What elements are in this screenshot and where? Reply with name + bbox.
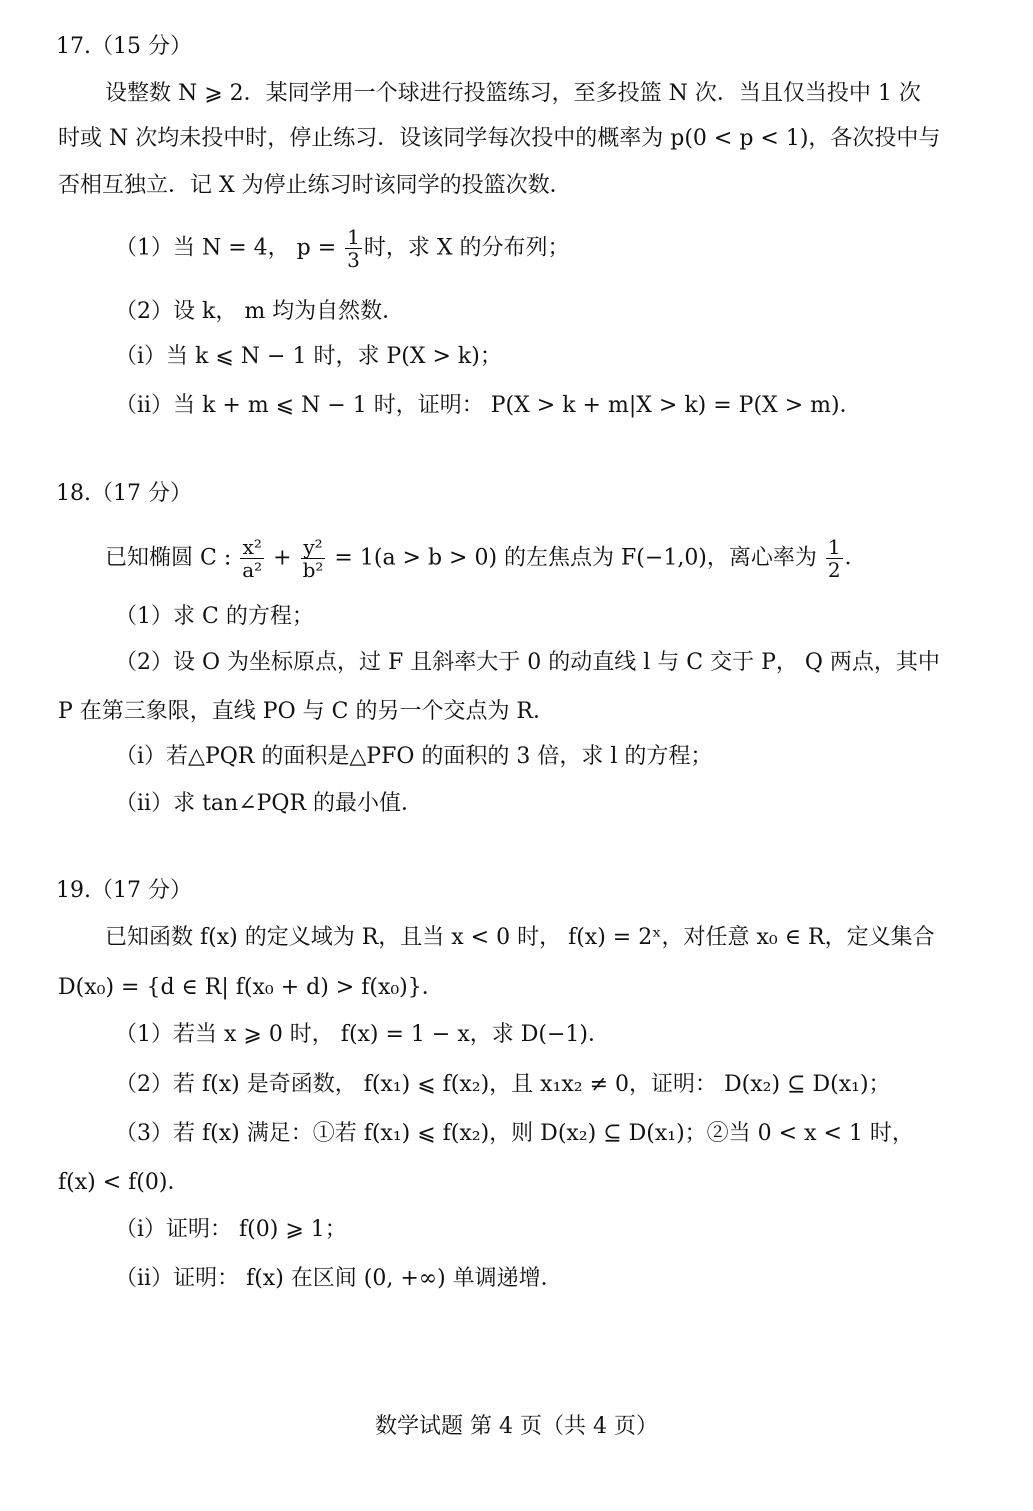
fraction-numerator: 1 bbox=[347, 225, 360, 249]
q17-part1 bbox=[115, 226, 1033, 271]
q18-fraction-y bbox=[301, 536, 326, 581]
fraction-numerator: y² bbox=[301, 536, 326, 559]
q17-stem-line1: 设整数 N ⩾ 2．某同学用一个球进行投篮练习，至多投篮 N 次．当且仅当投中 1 次 bbox=[105, 81, 921, 106]
q17-part1-text-before: （1）当 N = 4， p = bbox=[115, 235, 344, 261]
q18-stem-text-before: 已知椭圆 C : bbox=[105, 545, 239, 571]
q18-fraction-x bbox=[240, 536, 264, 581]
q19-part3-line2: f(x) < f(0)． bbox=[58, 1170, 190, 1195]
q18-part1: （1）求 C 的方程； bbox=[115, 604, 314, 629]
q19-part3-i: （i）证明： f(0) ⩾ 1； bbox=[115, 1217, 347, 1242]
q18-stem bbox=[105, 536, 1033, 581]
q18-fraction-eccentricity bbox=[826, 536, 843, 581]
q17-header: 17.（15 分） bbox=[56, 34, 192, 59]
fraction-denominator: 2 bbox=[827, 558, 841, 582]
q19-part2: （2）若 f(x) 是奇函数， f(x₁) ⩽ f(x₂)，且 x₁x₂ ≠ 0，证明： D(x₂) ⊆ D(x₁)； bbox=[115, 1072, 891, 1097]
q18-plus-sign: + bbox=[266, 545, 299, 571]
q17-stem-line3: 否相互独立．记 X 为停止练习时该同学的投篮次数． bbox=[58, 173, 572, 198]
q19-stem-line2: D(x₀) = {d ∈ R| f(x₀ + d) > f(x₀)}． bbox=[58, 975, 444, 1000]
q19-part3-ii: （ii）证明： f(x) 在区间 (0, +∞) 单调递增． bbox=[115, 1266, 563, 1291]
q18-part2-i: （i）若△PQR 的面积是△PFO 的面积的 3 倍，求 l 的方程； bbox=[115, 744, 713, 769]
q17-part1-text-after: 时，求 X 的分布列； bbox=[363, 235, 570, 261]
q19-part1: （1）若当 x ⩾ 0 时， f(x) = 1 − x，求 D(−1)． bbox=[115, 1022, 610, 1047]
fraction-denominator: a² bbox=[242, 558, 263, 582]
q17-part2: （2）设 k， m 均为自然数． bbox=[115, 299, 405, 324]
q18-stem-text-mid: = 1(a > b > 0) 的左焦点为 F(−1,0)，离心率为 bbox=[327, 545, 824, 571]
q17-stem-line2: 时或 N 次均未投中时，停止练习．设该同学每次投中的概率为 p(0 < p < 1)，各次投中与 bbox=[58, 126, 941, 151]
fraction-denominator: b² bbox=[302, 558, 324, 582]
q17-part1-fraction bbox=[345, 226, 362, 271]
q18-part2-line1: （2）设 O 为坐标原点，过 F 且斜率大于 0 的动直线 l 与 C 交于 P， Q 两点，其中 bbox=[115, 650, 940, 675]
q18-header: 18.（17 分） bbox=[56, 481, 192, 506]
q19-stem-line1: 已知函数 f(x) 的定义域为 R，且当 x < 0 时， f(x) = 2ˣ，对任意 x₀ ∈ R，定义集合 bbox=[105, 925, 935, 950]
q18-part2-ii: （ii）求 tan∠PQR 的最小值． bbox=[115, 791, 424, 816]
fraction-numerator: x² bbox=[240, 536, 264, 559]
q18-stem-text-end: ． bbox=[844, 545, 867, 571]
fraction-denominator: 3 bbox=[347, 248, 360, 272]
q19-header: 19.（17 分） bbox=[56, 878, 192, 903]
q17-part2-i: （i）当 k ⩽ N − 1 时，求 P(X > k)； bbox=[115, 344, 502, 369]
fraction-numerator: 1 bbox=[827, 535, 841, 559]
page-footer: 数学试题 第 4 页（共 4 页） bbox=[375, 1414, 658, 1439]
q18-part2-line2: P 在第三象限，直线 PO 与 C 的另一个交点为 R． bbox=[58, 699, 555, 724]
q17-part2-ii: （ii）当 k + m ⩽ N − 1 时，证明： P(X > k + m|X > k) = P(X > m)． bbox=[115, 393, 862, 418]
q19-part3-line1: （3）若 f(x) 满足：①若 f(x₁) ⩽ f(x₂)，则 D(x₂) ⊆ D(x₁)；②当 0 < x < 1 时， bbox=[115, 1121, 914, 1146]
